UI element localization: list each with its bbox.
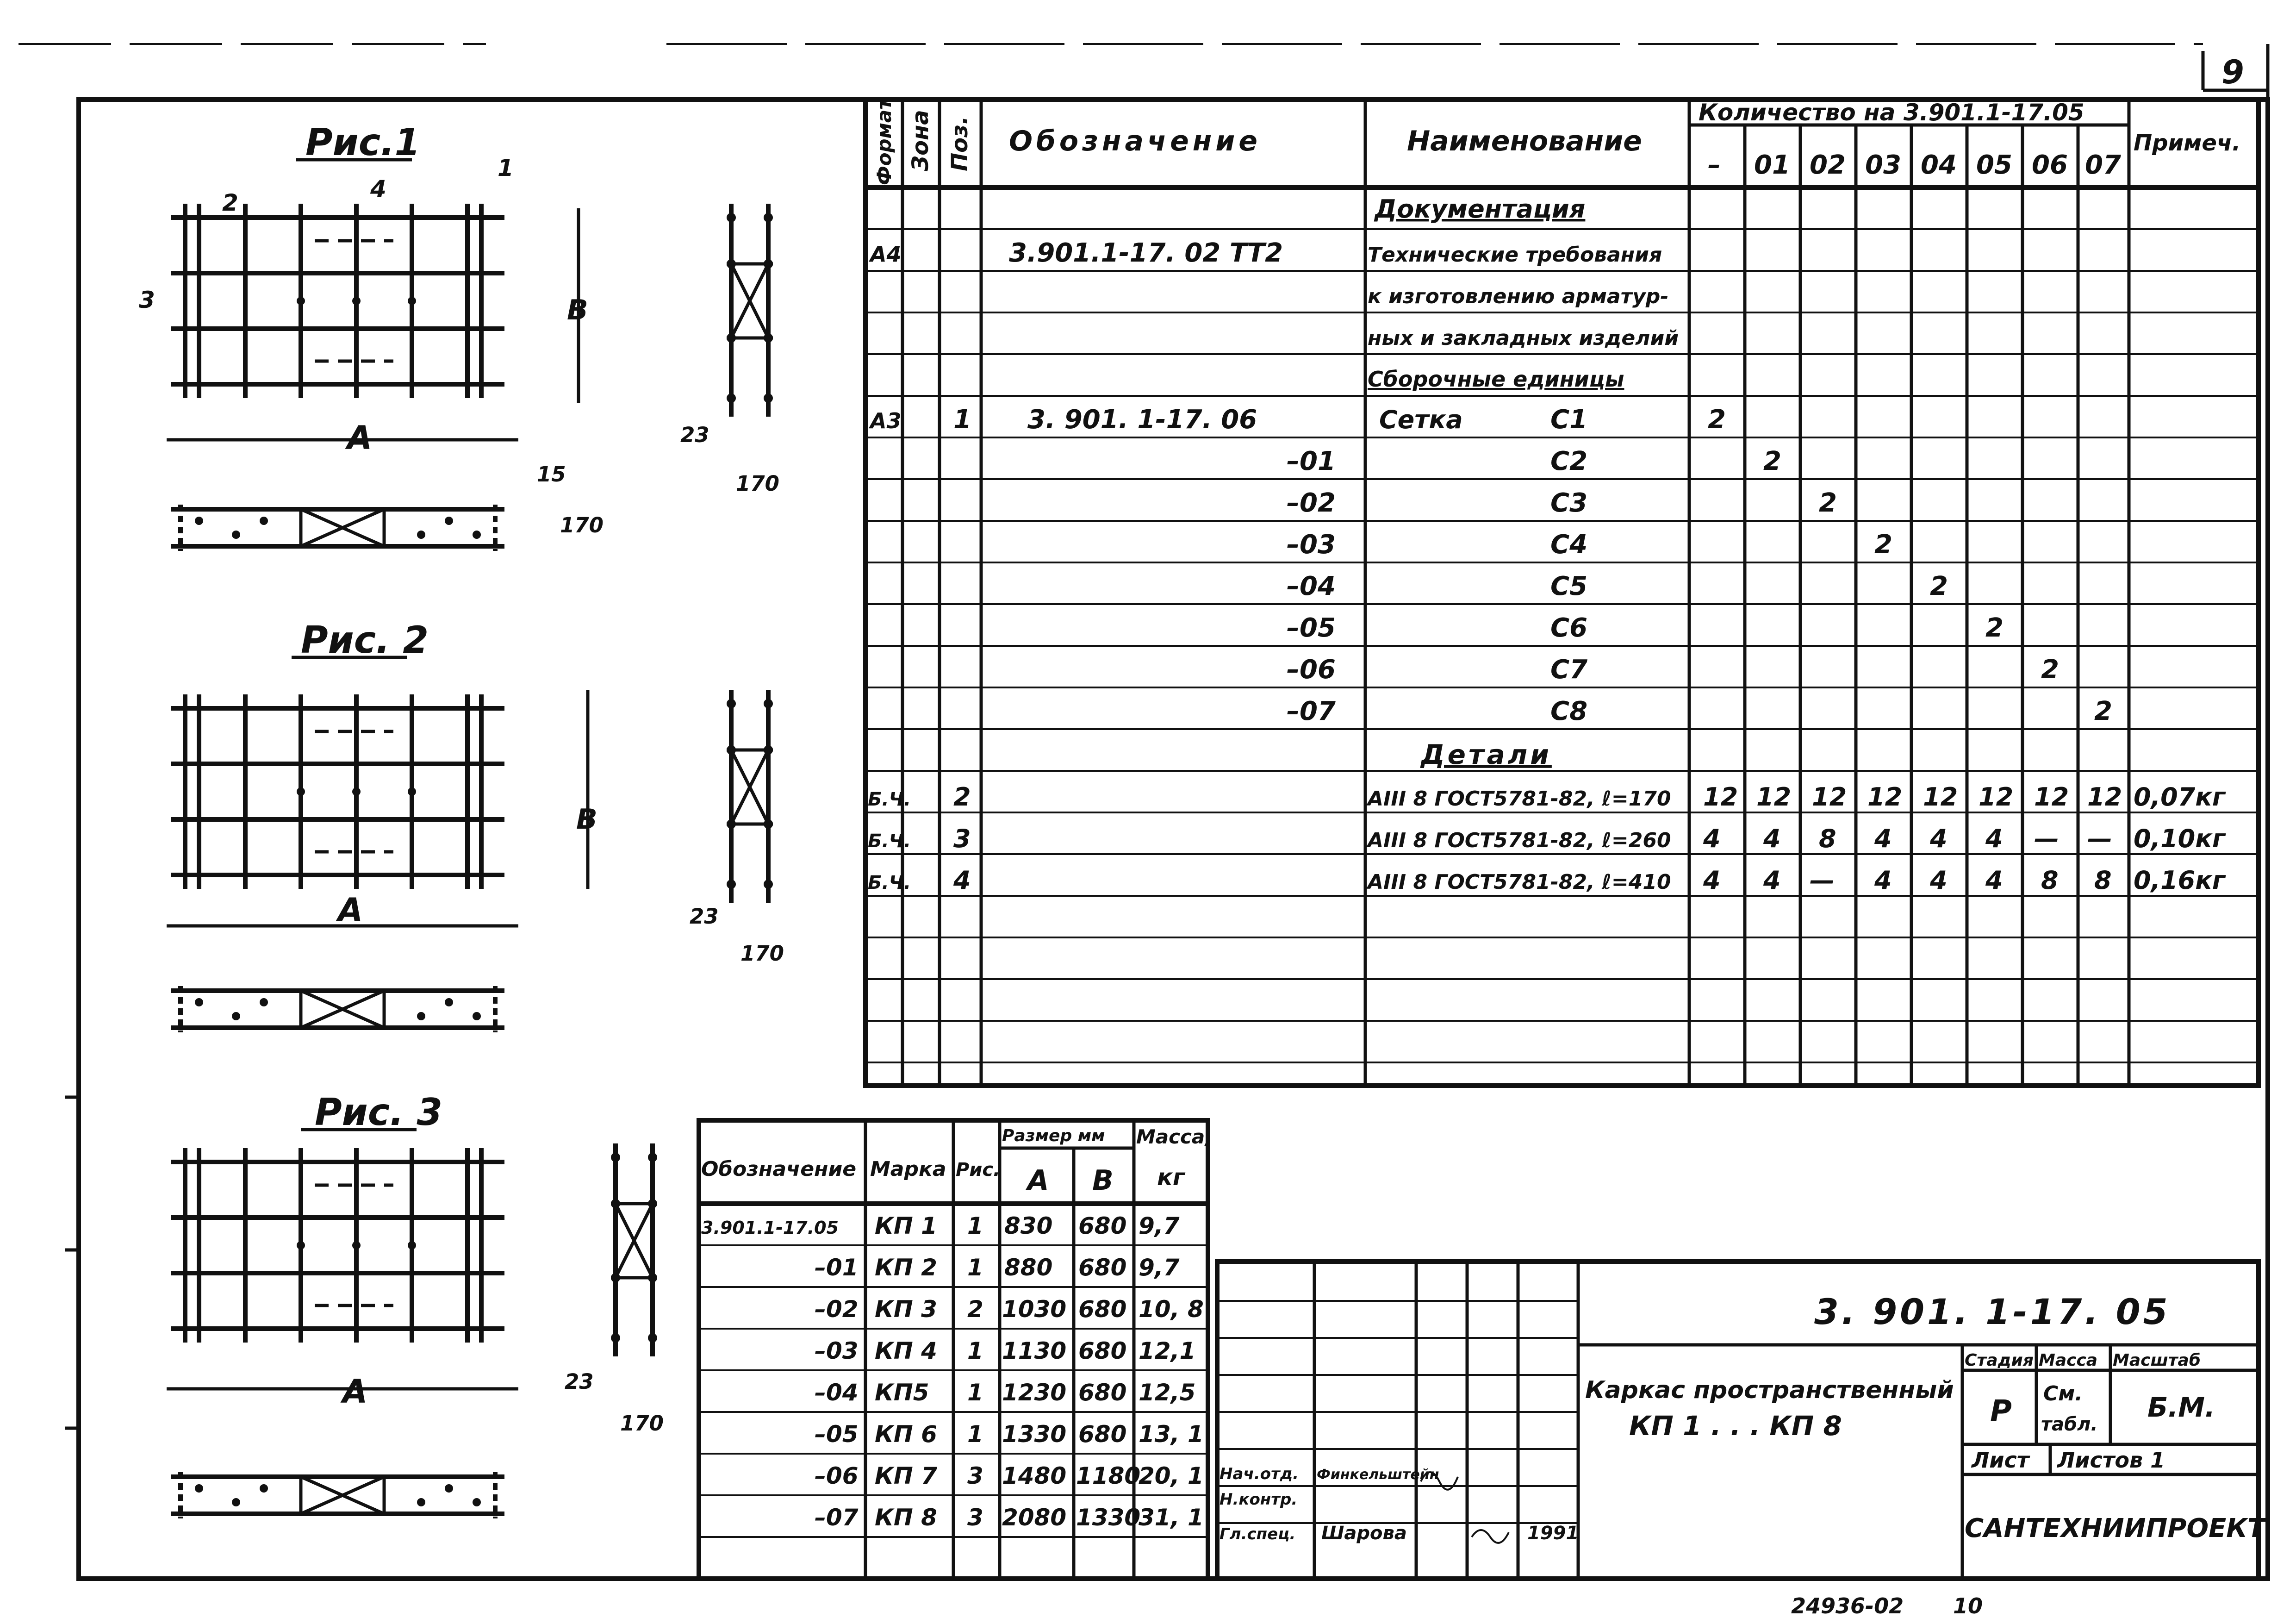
part-2-qty-1: 4 bbox=[1763, 866, 1781, 895]
title-block bbox=[1217, 1262, 2267, 1579]
part-1-qty-3: 4 bbox=[1874, 824, 1892, 853]
part-0-qty-3: 12 bbox=[1867, 782, 1903, 812]
asm-mark-0: С1 bbox=[1550, 405, 1588, 435]
part-name-1: АIII 8 ГОСТ5781-82, ℓ=260 bbox=[1368, 829, 1671, 852]
asm-designation-2: –02 bbox=[1287, 488, 1336, 518]
fig2-side-dim-170: 170 bbox=[740, 941, 784, 966]
asm-qty-4: 2 bbox=[1930, 571, 1948, 601]
fig3-side-dim-23: 23 bbox=[565, 1369, 594, 1394]
part-0-qty-7: 12 bbox=[2087, 782, 2122, 812]
part-2-qty-6: 8 bbox=[2041, 866, 2059, 895]
part-2-qty-4: 4 bbox=[1930, 866, 1948, 895]
tb-stage-value: Р bbox=[1990, 1394, 2012, 1429]
asm-format: А3 bbox=[870, 408, 902, 433]
fig1-callout-2: 2 bbox=[222, 189, 238, 216]
part-0-qty-0: 12 bbox=[1703, 782, 1738, 812]
mt-fig-1: 1 bbox=[967, 1254, 983, 1281]
mt-mark-7: КП 8 bbox=[875, 1504, 937, 1531]
hdr-format: Формат bbox=[873, 98, 896, 185]
fig1-dim-15: 15 bbox=[537, 462, 566, 487]
mt-hdr-size: Размер мм bbox=[1002, 1126, 1105, 1145]
part-0-qty-2: 12 bbox=[1812, 782, 1847, 812]
asm-qty-7: 2 bbox=[2094, 696, 2112, 726]
qty-col-4: 04 bbox=[1921, 150, 1957, 180]
part-note-0: 0,07кг bbox=[2134, 782, 2226, 812]
mt-mark-6: КП 7 bbox=[875, 1462, 937, 1489]
hdr-name: Наименование bbox=[1407, 125, 1642, 157]
part-format-0: Б.Ч. bbox=[868, 789, 911, 810]
tb-mass-label: Масса bbox=[2039, 1351, 2098, 1370]
part-1-qty-1: 4 bbox=[1763, 824, 1781, 853]
tb-mass-value-1: См. bbox=[2043, 1382, 2083, 1405]
mt-mass-3: 12,1 bbox=[1139, 1337, 1196, 1364]
doc-format: А4 bbox=[870, 242, 902, 267]
mt-designation-7: –07 bbox=[815, 1504, 859, 1531]
mt-a-3: 1130 bbox=[1002, 1337, 1067, 1364]
section-assembly: Сборочные единицы bbox=[1368, 367, 1624, 392]
mt-a-0: 830 bbox=[1004, 1212, 1053, 1239]
mt-mark-5: КП 6 bbox=[875, 1421, 937, 1448]
doc-name-line-2: к изготовлению арматур- bbox=[1368, 285, 1669, 308]
tb-organization: САНТЕХНИИПРОЕКТ bbox=[1965, 1513, 2265, 1543]
fig2-dim-b: В bbox=[576, 803, 597, 836]
tb-stage-label: Стадия bbox=[1965, 1351, 2034, 1370]
section-docs: Документация bbox=[1375, 194, 1586, 224]
qty-col-0: – bbox=[1708, 150, 1721, 180]
doc-name-line-1: Технические требования bbox=[1368, 243, 1662, 267]
part-1-qty-4: 4 bbox=[1930, 824, 1948, 853]
mt-designation-1: –01 bbox=[815, 1254, 859, 1281]
asm-mark-3: С4 bbox=[1550, 530, 1588, 560]
tb-sig-role-2: Гл.спец. bbox=[1220, 1525, 1296, 1543]
asm-mark-2: С3 bbox=[1550, 488, 1588, 518]
mt-b-4: 680 bbox=[1078, 1379, 1127, 1406]
part-2-qty-0: 4 bbox=[1703, 866, 1721, 895]
specification-table bbox=[865, 97, 2259, 1086]
mt-a-4: 1230 bbox=[1002, 1379, 1067, 1406]
part-note-1: 0,10кг bbox=[2134, 824, 2226, 853]
fig1-title: Рис.1 bbox=[305, 121, 421, 164]
hdr-qty-cols bbox=[1708, 150, 2121, 180]
mt-designation-6: –06 bbox=[815, 1462, 859, 1489]
fig2-title: Рис. 2 bbox=[301, 618, 429, 662]
page-number: 9 bbox=[2221, 53, 2244, 91]
asm-name: Сетка bbox=[1379, 405, 1463, 434]
fig1-callout-3: 3 bbox=[139, 287, 155, 313]
mt-a-6: 1480 bbox=[1002, 1462, 1067, 1489]
mt-mass-4: 12,5 bbox=[1139, 1379, 1196, 1406]
mt-fig-2: 2 bbox=[967, 1296, 983, 1323]
asm-rows bbox=[1287, 405, 2112, 726]
part-format-2: Б.Ч. bbox=[868, 872, 911, 893]
part-0-qty-6: 12 bbox=[2034, 782, 2069, 812]
doc-designation: 3.901.1-17. 02 ТТ2 bbox=[1009, 238, 1283, 268]
fig1-dim-b: В bbox=[567, 294, 588, 326]
tb-sig-role-0: Нач.отд. bbox=[1220, 1465, 1299, 1483]
tb-sig-name-0: Финкельштейн bbox=[1317, 1467, 1439, 1483]
qty-col-1: 01 bbox=[1754, 150, 1790, 180]
mt-a-1: 880 bbox=[1004, 1254, 1053, 1281]
asm-mark-4: С5 bbox=[1550, 571, 1588, 601]
part-note-2: 0,16кг bbox=[2134, 866, 2226, 895]
mt-hdr-fig: Рис. bbox=[956, 1159, 1001, 1181]
mt-b-6: 1180 bbox=[1076, 1462, 1141, 1489]
asm-designation-4: –04 bbox=[1287, 571, 1336, 601]
asm-designation-1: –01 bbox=[1287, 446, 1336, 476]
mt-mark-3: КП 4 bbox=[875, 1337, 937, 1364]
asm-mark-1: С2 bbox=[1550, 446, 1588, 476]
hdr-pos: Поз. bbox=[947, 116, 973, 171]
part-name-0: АIII 8 ГОСТ5781-82, ℓ=170 bbox=[1368, 787, 1671, 811]
mt-mark-0: КП 1 bbox=[875, 1212, 937, 1239]
mt-a-5: 1330 bbox=[1002, 1421, 1067, 1448]
tb-sheet-label: Лист bbox=[1972, 1448, 2029, 1473]
tb-title-line-2: КП 1 . . . КП 8 bbox=[1629, 1410, 1842, 1442]
part-0-qty-1: 12 bbox=[1756, 782, 1792, 812]
tb-title-line-1: Каркас пространственный bbox=[1585, 1376, 1954, 1404]
asm-mark-6: С7 bbox=[1550, 655, 1588, 685]
asm-pos: 1 bbox=[953, 405, 971, 435]
asm-mark-7: С8 bbox=[1550, 696, 1588, 726]
mt-mass-2: 10, 8 bbox=[1139, 1296, 1204, 1323]
asm-designation-7: –07 bbox=[1287, 696, 1336, 726]
mt-designation-4: –04 bbox=[815, 1379, 859, 1406]
asm-designation-0: 3. 901. 1-17. 06 bbox=[1027, 405, 1257, 435]
asm-designation-6: –06 bbox=[1287, 655, 1336, 685]
fig1-dim-170: 170 bbox=[560, 513, 604, 537]
mt-b-0: 680 bbox=[1078, 1212, 1127, 1239]
mt-designation-5: –05 bbox=[815, 1421, 859, 1448]
part-1-qty-7: — bbox=[2087, 824, 2112, 853]
archive-sheet: 10 bbox=[1953, 1593, 1983, 1618]
section-parts: Детали bbox=[1421, 739, 1552, 770]
hdr-qty: Количество на 3.901.1-17.05 bbox=[1699, 99, 2084, 126]
mt-mass-0: 9,7 bbox=[1139, 1212, 1180, 1239]
part-0-qty-4: 12 bbox=[1923, 782, 1958, 812]
mt-hdr-b: В bbox=[1092, 1164, 1114, 1197]
fig2-side-dim-23: 23 bbox=[690, 904, 719, 929]
tb-scale-label: Масштаб bbox=[2113, 1351, 2201, 1370]
mt-fig-0: 1 bbox=[967, 1212, 983, 1239]
mt-fig-5: 1 bbox=[967, 1421, 983, 1448]
mt-fig-7: 3 bbox=[967, 1504, 983, 1531]
part-pos-1: 3 bbox=[953, 824, 971, 853]
tb-sig-date-2: 1991 bbox=[1527, 1523, 1579, 1544]
mt-mark-4: КП5 bbox=[875, 1379, 929, 1406]
asm-qty-2: 2 bbox=[1819, 488, 1837, 518]
mt-b-2: 680 bbox=[1078, 1296, 1127, 1323]
mt-hdr-mass-unit: кг bbox=[1157, 1164, 1185, 1191]
mt-hdr-a: А bbox=[1027, 1164, 1049, 1197]
mt-designation-0: 3.901.1-17.05 bbox=[701, 1218, 839, 1238]
qty-col-2: 02 bbox=[1810, 150, 1846, 180]
figure-3 bbox=[167, 1091, 664, 1518]
tb-scale-value: Б.М. bbox=[2147, 1392, 2215, 1423]
fig2-dim-a: А bbox=[338, 891, 363, 929]
mt-mass-5: 13, 1 bbox=[1139, 1421, 1204, 1448]
mt-mark-2: КП 3 bbox=[875, 1296, 937, 1323]
part-1-qty-0: 4 bbox=[1703, 824, 1721, 853]
part-format-1: Б.Ч. bbox=[868, 831, 911, 852]
asm-qty-6: 2 bbox=[2041, 655, 2059, 685]
mt-a-7: 2080 bbox=[1002, 1504, 1067, 1531]
signature-mark-2 bbox=[1472, 1530, 1509, 1543]
doc-name-line-3: ных и закладных изделий bbox=[1368, 326, 1679, 350]
part-1-qty-6: — bbox=[2034, 824, 2059, 853]
asm-qty-3: 2 bbox=[1874, 530, 1892, 560]
fig1-side-dim-23: 23 bbox=[680, 423, 709, 447]
part-0-qty-5: 12 bbox=[1979, 782, 2014, 812]
part-2-qty-2: — bbox=[1810, 866, 1835, 895]
mt-fig-4: 1 bbox=[967, 1379, 983, 1406]
asm-qty-0: 2 bbox=[1708, 405, 1726, 435]
tb-sig-role-1: Н.контр. bbox=[1220, 1490, 1298, 1509]
fig3-dim-a: А bbox=[342, 1373, 368, 1411]
asm-qty-1: 2 bbox=[1763, 446, 1781, 476]
figure-2 bbox=[167, 618, 784, 1032]
mt-mark-1: КП 2 bbox=[875, 1254, 937, 1281]
asm-mark-5: С6 bbox=[1550, 613, 1588, 643]
part-2-qty-3: 4 bbox=[1874, 866, 1892, 895]
mt-mass-6: 20, 1 bbox=[1139, 1462, 1204, 1489]
fig3-title: Рис. 3 bbox=[315, 1091, 443, 1134]
asm-designation-5: –05 bbox=[1287, 613, 1336, 643]
fig3-side-dim-170: 170 bbox=[620, 1411, 664, 1436]
fig1-dim-a: А bbox=[347, 419, 373, 457]
mt-b-5: 680 bbox=[1078, 1421, 1127, 1448]
qty-col-6: 06 bbox=[2032, 150, 2068, 180]
tb-sheets-label: Листов 1 bbox=[2057, 1448, 2165, 1473]
hdr-note: Примеч. bbox=[2134, 130, 2241, 156]
qty-col-7: 07 bbox=[2085, 150, 2121, 180]
part-1-qty-5: 4 bbox=[1985, 824, 2003, 853]
figure-1 bbox=[139, 121, 779, 551]
tb-sig-name-2: Шарова bbox=[1321, 1523, 1407, 1544]
tb-mass-value-2: табл. bbox=[2041, 1414, 2098, 1435]
mt-mass-7: 31, 1 bbox=[1139, 1504, 1204, 1531]
mt-b-3: 680 bbox=[1078, 1337, 1127, 1364]
mt-a-2: 1030 bbox=[1002, 1296, 1067, 1323]
part-name-2: АIII 8 ГОСТ5781-82, ℓ=410 bbox=[1368, 870, 1671, 894]
mt-hdr-designation: Обозначение bbox=[701, 1157, 857, 1181]
mt-designation-3: –03 bbox=[815, 1337, 859, 1364]
mt-b-1: 680 bbox=[1078, 1254, 1127, 1281]
mt-fig-3: 1 bbox=[967, 1337, 983, 1364]
hdr-designation: Обозначение bbox=[1009, 125, 1262, 157]
mark-table bbox=[699, 1120, 1212, 1579]
part-2-qty-7: 8 bbox=[2094, 866, 2112, 895]
fig1-side-dim-170: 170 bbox=[736, 471, 779, 496]
hdr-zone: Зона bbox=[908, 110, 933, 171]
asm-qty-5: 2 bbox=[1985, 613, 2004, 643]
tb-doc-code: 3. 901. 1-17. 05 bbox=[1814, 1291, 2171, 1332]
mt-b-7: 1330 bbox=[1076, 1504, 1141, 1531]
part-1-qty-2: 8 bbox=[1819, 824, 1836, 853]
part-pos-2: 4 bbox=[953, 866, 971, 895]
part-pos-0: 2 bbox=[953, 782, 971, 812]
fig1-callout-1: 1 bbox=[498, 155, 514, 181]
archive-number: 24936-02 bbox=[1791, 1593, 1904, 1618]
mt-mass-1: 9,7 bbox=[1139, 1254, 1180, 1281]
asm-designation-3: –03 bbox=[1287, 530, 1336, 560]
mt-hdr-mass: Масса, bbox=[1136, 1125, 1213, 1148]
qty-col-3: 03 bbox=[1865, 150, 1901, 180]
fig1-callout-4: 4 bbox=[370, 175, 386, 202]
mt-designation-2: –02 bbox=[815, 1296, 859, 1323]
qty-col-5: 05 bbox=[1976, 150, 2012, 180]
mt-fig-6: 3 bbox=[967, 1462, 983, 1489]
mt-hdr-mark: Марка bbox=[870, 1157, 946, 1181]
part-2-qty-5: 4 bbox=[1985, 866, 2003, 895]
